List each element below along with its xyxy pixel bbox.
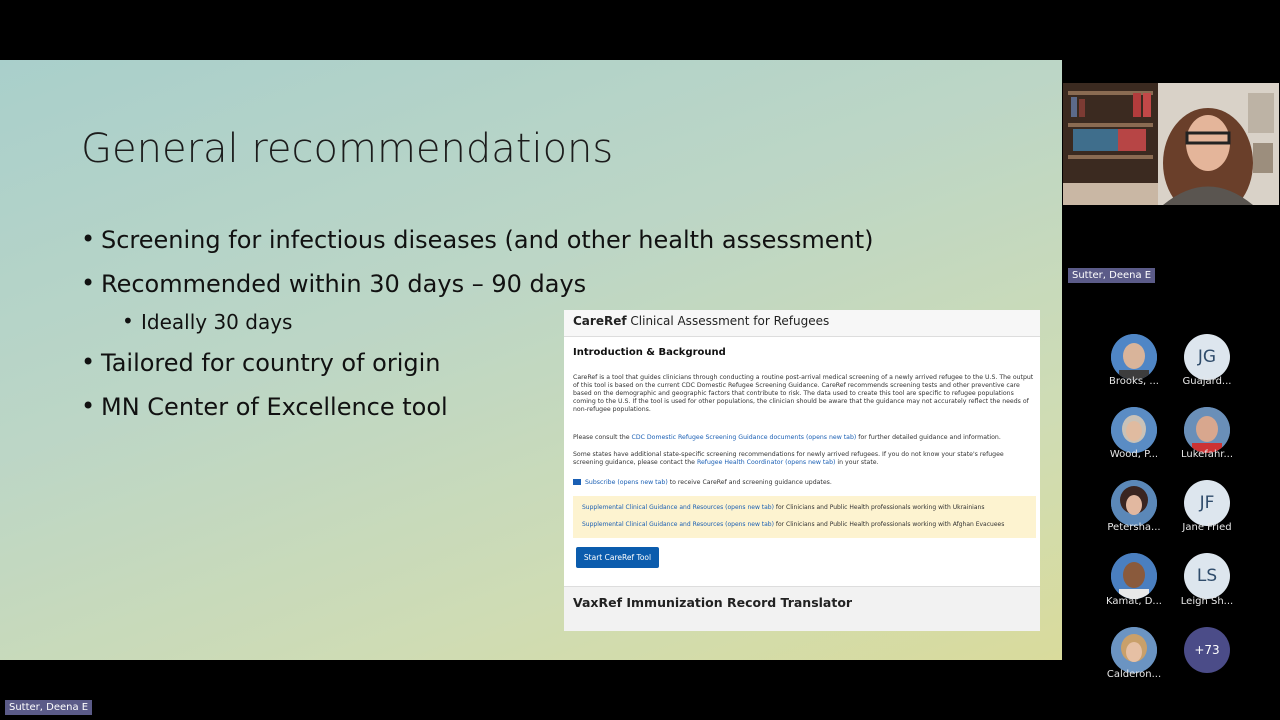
bullet-dot: • <box>81 348 96 376</box>
participant-avatar[interactable] <box>1184 407 1230 453</box>
bullet-dot: • <box>81 269 96 297</box>
participant-avatar[interactable]: LS <box>1184 553 1230 599</box>
slide-bullet: • Recommended within 30 days – 90 days <box>81 269 587 298</box>
subscribe-line: Subscribe (opens new tab) to receive CareRef and screening guidance updates. <box>573 479 1035 487</box>
participant-avatar[interactable] <box>1111 480 1157 526</box>
participant-name: Wood, P... <box>1109 449 1159 460</box>
participant-name: Calderon... <box>1106 669 1162 680</box>
participant-photo <box>1111 553 1157 599</box>
participant-avatar[interactable]: JF <box>1184 480 1230 526</box>
cdc-guidance-link[interactable]: CDC Domestic Refugee Screening Guidance documents (opens new tab) <box>631 434 857 441</box>
careref-screenshot <box>564 310 1040 631</box>
participant-avatar[interactable] <box>1111 334 1157 380</box>
participant-photo <box>1184 407 1230 453</box>
notice-afghan: Supplemental Clinical Guidance and Resources (opens new tab) for Clinicians and Public Health professionals working with Afghan Evacuees <box>582 521 1005 528</box>
participant-photo <box>1111 627 1157 673</box>
speaker-video-tile[interactable] <box>1063 83 1279 205</box>
vaxref-title: VaxRef Immunization Record Translator <box>573 595 853 610</box>
speaker-video-frame <box>1063 83 1279 205</box>
notice-ukrainians: Supplemental Clinical Guidance and Resources (opens new tab) for Clinicians and Public Health professionals working with Ukrainians <box>582 504 985 511</box>
participant-avatar[interactable]: JG <box>1184 334 1230 380</box>
participant-avatar[interactable] <box>1111 407 1157 453</box>
bullet-dot: • <box>81 392 96 420</box>
careref-brand: CareRef Clinical Assessment for Refugees <box>573 314 830 328</box>
participant-name: Guajard... <box>1182 376 1232 387</box>
slide-sub-bullet: • Ideally 30 days <box>122 309 293 334</box>
states-paragraph: Some states have additional state-specific screening recommendations for newly arrived refugees. If you do not know your state's refugee screening guidance, please contact the Refugee Health Coordinator (opens new tab) in your state. <box>573 451 1004 466</box>
participant-photo <box>1111 480 1157 526</box>
participant-name: Jane Fried <box>1182 522 1232 533</box>
mail-icon <box>573 479 581 485</box>
bullet-dot: • <box>81 225 96 253</box>
refugee-coordinator-link[interactable]: Refugee Health Coordinator (opens new tab) <box>696 459 836 466</box>
participant-name: Lukefahr... <box>1180 449 1234 460</box>
supplemental-notice <box>573 496 1036 538</box>
start-careref-button[interactable]: Start CareRef Tool <box>576 547 659 568</box>
more-participants-button[interactable]: +73 <box>1184 627 1230 673</box>
supplemental-link-ukrainians[interactable]: Supplemental Clinical Guidance and Resources (opens new tab) <box>582 504 774 511</box>
participant-name: Brooks, ... <box>1109 376 1159 387</box>
section-heading: Introduction & Background <box>573 347 726 358</box>
careref-header <box>564 310 1040 337</box>
participant-photo <box>1111 334 1157 380</box>
participant-avatar[interactable] <box>1111 553 1157 599</box>
bullet-dot: • <box>122 309 134 333</box>
participant-name: Petersha... <box>1107 522 1161 533</box>
participant-name: Kamat, D... <box>1106 596 1162 607</box>
consult-paragraph: Please consult the CDC Domestic Refugee Screening Guidance documents (opens new tab) for further detailed guidance and information. <box>573 434 1001 441</box>
supplemental-link-afghan[interactable]: Supplemental Clinical Guidance and Resources (opens new tab) <box>582 521 774 528</box>
participant-name: Leigh Sh... <box>1180 596 1234 607</box>
participant-avatar[interactable] <box>1111 627 1157 673</box>
intro-paragraph: CareRef is a tool that guides clinicians through conducting a routine post-arrival medical screening of a newly arrived refugee to the U.S. The output of this tool is based on the current CDC Domestic Refugee Screening Guidance. CareRef recommends screening tests and other preventive care based on the demographic and geographic factors that contribute to risk. The data used to create this tool are specific to refugee populations coming to the U.S. If the tool is used for other populations, the clinician should be aware that the guidance may not accurately reflect the needs of non-refugee populations. <box>573 374 1034 413</box>
slide-title: General recommendations <box>81 126 614 172</box>
self-name-badge: Sutter, Deena E <box>5 700 92 715</box>
speaker-name-badge: Sutter, Deena E <box>1068 268 1155 283</box>
slide-bullet: • Tailored for country of origin <box>81 348 441 377</box>
slide-bullet: • Screening for infectious diseases (and other health assessment) <box>81 225 874 254</box>
participant-photo <box>1111 407 1157 453</box>
subscribe-link[interactable]: Subscribe (opens new tab) <box>585 479 668 486</box>
slide-bullet: • MN Center of Excellence tool <box>81 392 448 421</box>
presentation-slide <box>0 60 1062 660</box>
